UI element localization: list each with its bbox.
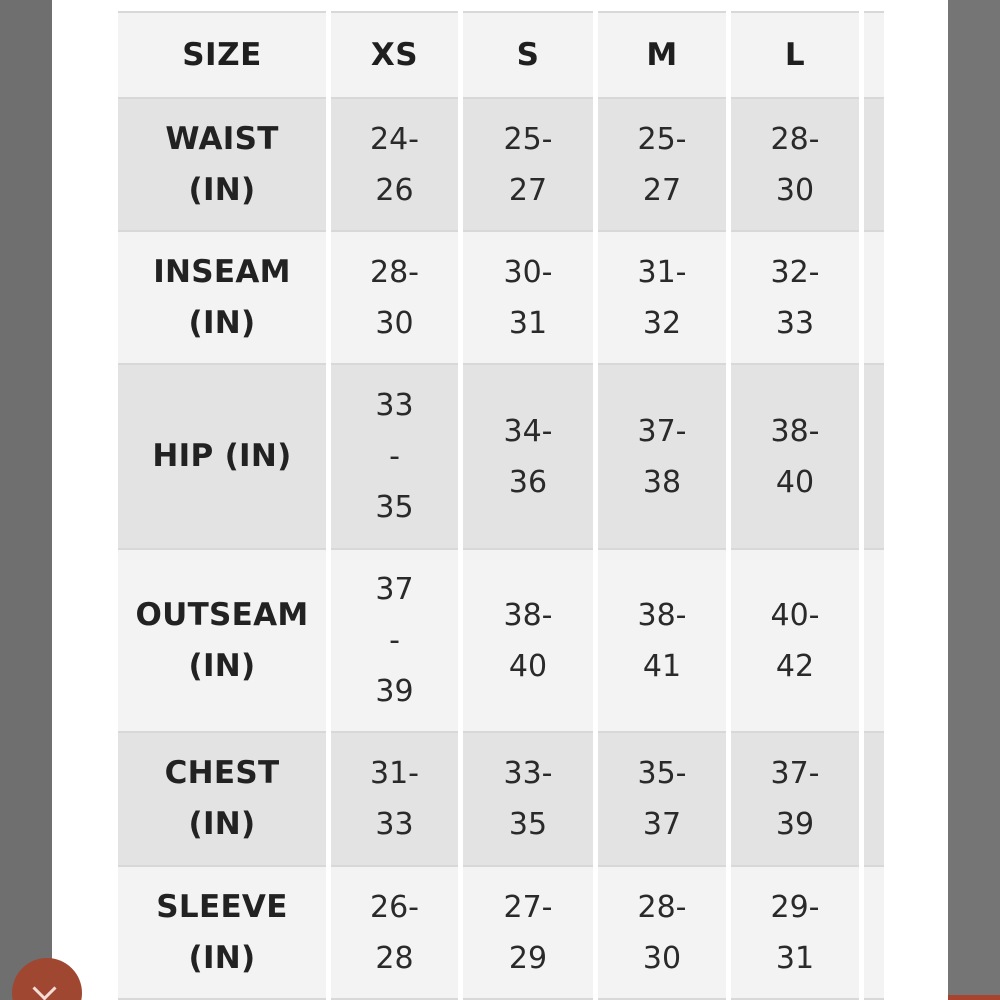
cell-sleeve-l: 29- 31: [731, 865, 859, 998]
cell-outseam-m: 38- 41: [598, 548, 726, 731]
cell-chest-m: 35- 37: [598, 731, 726, 865]
column-header-s: S: [463, 11, 593, 97]
row-label-chest: CHEST (IN): [118, 731, 326, 865]
cell-inseam-l: 32- 33: [731, 230, 859, 363]
cell-outseam-cutoff: [864, 548, 884, 731]
cell-inseam-m: 31- 32: [598, 230, 726, 363]
row-label-waist: WAIST (IN): [118, 97, 326, 230]
cell-chest-cutoff: [864, 731, 884, 865]
cell-outseam-xs: 37 - 39: [331, 548, 458, 731]
cell-sleeve-s: 27- 29: [463, 865, 593, 998]
cell-sleeve-cutoff: [864, 865, 884, 998]
column-header-size: SIZE: [118, 11, 326, 97]
overlay-backdrop-left[interactable]: [0, 0, 52, 1000]
size-chart-modal: [52, 0, 948, 1000]
table-header-row: [118, 11, 884, 97]
cell-chest-l: 37- 39: [731, 731, 859, 865]
size-chart-scroll-area[interactable]: [118, 11, 884, 1000]
column-header-l: L: [731, 11, 859, 97]
row-label-outseam: OUTSEAM (IN): [118, 548, 326, 731]
column-header-m: M: [598, 11, 726, 97]
column-header-cutoff: [864, 11, 884, 97]
table-row-chest: [118, 731, 884, 865]
cell-sleeve-xs: 26- 28: [331, 865, 458, 998]
cell-hip-m: 37- 38: [598, 363, 726, 548]
table-row-outseam: [118, 548, 884, 731]
cell-inseam-xs: 28- 30: [331, 230, 458, 363]
size-chart-table: [118, 11, 884, 1000]
cell-chest-xs: 31- 33: [331, 731, 458, 865]
table-row-inseam: [118, 230, 884, 363]
cell-hip-cutoff: [864, 363, 884, 548]
cell-hip-s: 34- 36: [463, 363, 593, 548]
overlay-backdrop-right[interactable]: [948, 0, 1000, 1000]
cell-waist-s: 25- 27: [463, 97, 593, 230]
cell-sleeve-m: 28- 30: [598, 865, 726, 998]
cell-waist-cutoff: [864, 97, 884, 230]
column-header-xs: XS: [331, 11, 458, 97]
cell-outseam-l: 40- 42: [731, 548, 859, 731]
cell-hip-xs: 33 - 35: [331, 363, 458, 548]
cell-hip-l: 38- 40: [731, 363, 859, 548]
table-row-sleeve: [118, 865, 884, 998]
row-label-hip: HIP (IN): [118, 363, 326, 548]
cell-chest-s: 33- 35: [463, 731, 593, 865]
cell-waist-l: 28- 30: [731, 97, 859, 230]
cell-waist-m: 25- 27: [598, 97, 726, 230]
cell-inseam-cutoff: [864, 230, 884, 363]
row-label-sleeve: SLEEVE (IN): [118, 865, 326, 998]
page-accent-strip: [948, 995, 1000, 1000]
chevron-down-icon: [32, 976, 56, 1000]
row-label-inseam: INSEAM (IN): [118, 230, 326, 363]
cell-inseam-s: 30- 31: [463, 230, 593, 363]
table-row-hip: [118, 363, 884, 548]
cell-waist-xs: 24- 26: [331, 97, 458, 230]
cell-outseam-s: 38- 40: [463, 548, 593, 731]
table-row-waist: [118, 97, 884, 230]
